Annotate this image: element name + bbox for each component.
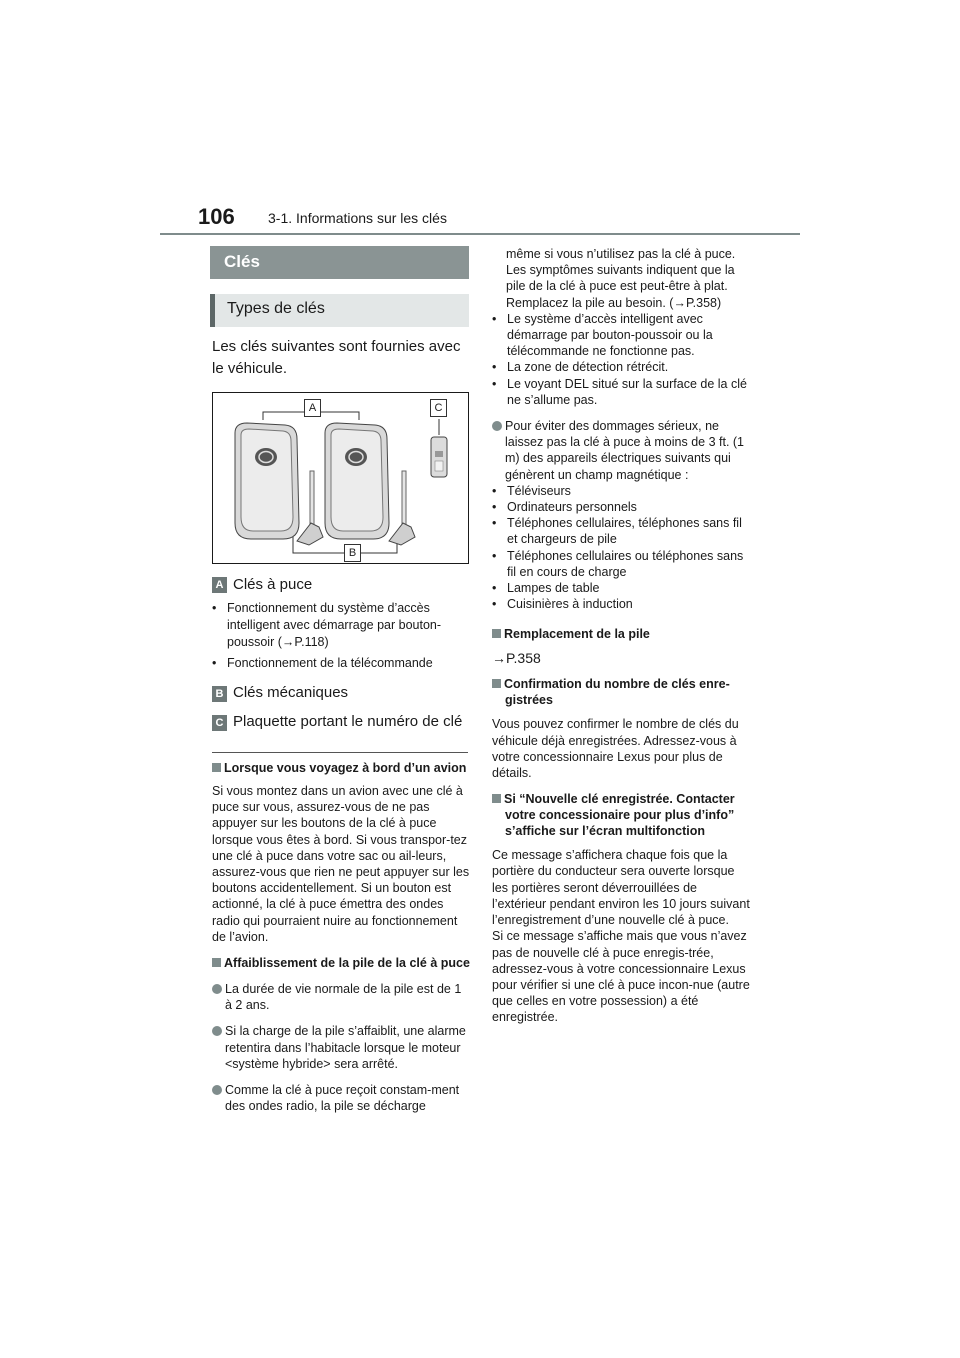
page-reference-link[interactable]: →P.358 <box>492 650 541 667</box>
item-b-label: Clés mécaniques <box>233 684 349 701</box>
mechanical-key-2 <box>389 471 415 545</box>
heading-battery: Affaiblissement de la pile de la clé à puce <box>212 955 470 971</box>
heading-key-count: Confirmation du nombre de clés enre-gistrées <box>492 676 750 708</box>
subsection-title: Types de clés <box>210 294 469 327</box>
smart-key-2 <box>325 423 389 539</box>
list-item: • Téléphones cellulaires ou téléphones sans fil en cours de charge <box>492 548 744 579</box>
chapter-title: 3-1. Informations sur les clés <box>268 210 447 226</box>
figure-label-b: B <box>344 544 361 562</box>
heading-battery-replacement: Remplacement de la pile <box>492 626 750 642</box>
section-title: Clés <box>210 246 469 279</box>
list-item: • Fonctionnement de la télécommande <box>212 656 433 670</box>
item-a-tag: A <box>212 577 227 593</box>
header-rule <box>160 233 800 235</box>
unknown-key-text: Si ce message s’affiche mais que vous n’avez pas de nouvelle clé à puce enregis-trée, adressez-vous à votre concessionnaire Lexus pour vérifier si une clé à puce incon-nue (autre que celles en votre possession) a été enregistrée. <box>492 929 750 1025</box>
smart-key-1 <box>235 423 299 539</box>
item-b-tag: B <box>212 686 227 702</box>
list-item: • La zone de détection rétrécit. <box>492 360 669 375</box>
magnetic-field-warning: Pour éviter des dommages sérieux, ne laissez pas la clé à puce à moins de 3 ft. (1 m) des appareils électriques suivants qui génèrent un champ magnétique : <box>492 418 750 483</box>
section-divider <box>212 752 468 753</box>
right-column <box>492 246 750 1026</box>
heading-airplane: Lorsque vous voyagez à bord d’un avion <box>212 760 470 776</box>
page-number: 106 <box>198 204 235 229</box>
figure-label-c: C <box>430 399 447 417</box>
list-item: • Le système d’accès intelligent avec démarrage par bouton-poussoir ou la télécommande ne fonctionne pas. <box>492 311 713 359</box>
list-item: • Téléviseurs <box>492 483 571 498</box>
device-list <box>492 483 750 613</box>
key-number-plate <box>431 437 447 477</box>
item-a-bullets <box>212 600 472 672</box>
list-item: • Fonctionnement du système d’accès intelligent avec démarrage par bouton-poussoir (→P.118) <box>212 601 442 649</box>
mechanical-key-1 <box>297 471 323 545</box>
item-c-tag: C <box>212 715 227 731</box>
battery-alarm-text: Si la charge de la pile s’affaiblit, une alarme retentira dans l’habitacle lorsque le moteur <système hybride> sera arrêté. <box>212 1023 470 1072</box>
airplane-text: Si vous montez dans un avion avec une clé à puce sur vous, assurez-vous de ne pas appuyer sur les boutons de la clé à puce lorsque vous êtes à bord. Si vous transpor-tez une clé à puce dans votre sac ou ail-leurs, assurez-vous que rien ne peut appuyer sur les boutons accidentellement. Si un bouton est actionné, la clé à puce émettra des ondes radio qui pourraient nuire au fonctionnement de l’avion. <box>212 784 470 944</box>
item-a-label: Clés à puce <box>233 576 313 593</box>
key-count-text: Vous pouvez confirmer le nombre de clés du véhicule déjà enregistrées. Adressez-vous à votre concessionnaire Lexus pour plus de détails. <box>492 717 739 781</box>
battery-drain-continued: même si vous n’utilisez pas la clé à puce. Les symptômes suivants indiquent que la pile de la clé à puce est peut-être à plat. Remplacez la pile au besoin. (→P.358) <box>506 247 736 310</box>
item-c-label: Plaquette portant le numéro de clé <box>233 713 463 730</box>
new-key-message-text: Ce message s’affichera chaque fois que la portière du conducteur sera ouverte lorsque les portières seront déverrouillées de l’extérieur pendant environ les 10 jours suivant l’enregistrement d’une nouvelle clé à puce. <box>492 848 750 928</box>
battery-drain-text: Comme la clé à puce reçoit constam-ment des ondes radio, la pile se décharge <box>212 1082 470 1114</box>
keys-illustration <box>212 392 469 564</box>
list-item: • Ordinateurs personnels <box>492 500 637 515</box>
list-item: • Téléphones cellulaires, téléphones sans fil et chargeurs de pile <box>492 516 742 547</box>
list-item: • Lampes de table <box>492 581 600 596</box>
intro-text: Les clés suivantes sont fournies avec le véhicule. <box>212 338 461 377</box>
left-column-notes <box>212 760 470 1114</box>
list-item: • Cuisinières à induction <box>492 597 633 612</box>
symptom-list <box>492 311 750 408</box>
keys-drawing <box>213 393 468 563</box>
heading-new-key-message: Si “Nouvelle clé enregistrée. Contacter votre concessionaire pour plus d’info” s’affiche sur l’écran multifonction <box>492 791 750 839</box>
figure-label-a: A <box>304 399 321 417</box>
battery-life-text: La durée de vie normale de la pile est de 1 à 2 ans. <box>212 981 470 1013</box>
list-item: • Le voyant DEL situé sur la surface de la clé ne s’allume pas. <box>492 376 747 407</box>
